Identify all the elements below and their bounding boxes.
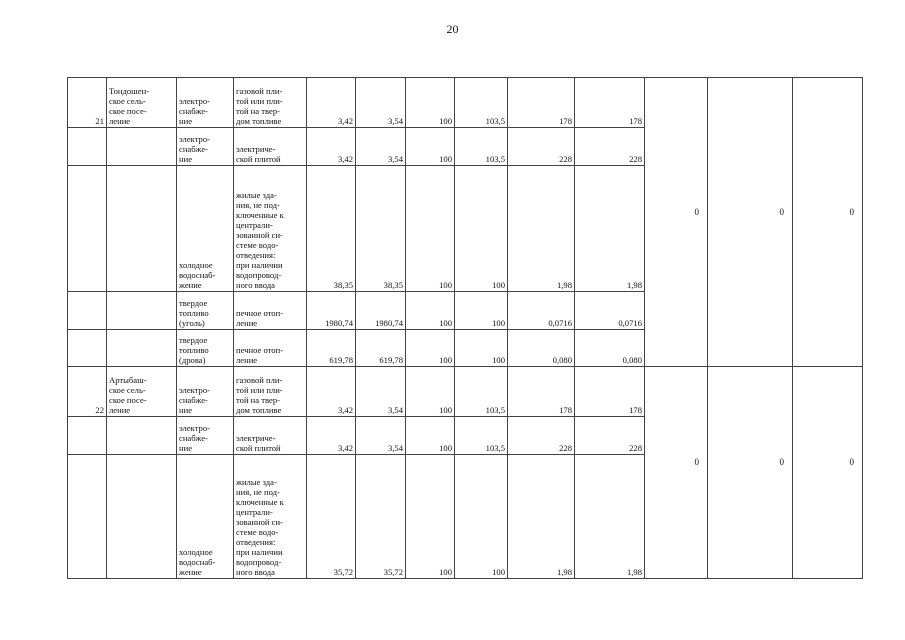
resource-type: холодное водоснаб- жение (177, 166, 234, 292)
value-cell: 100 (406, 417, 455, 455)
resource-type: электро- снабже- ние (177, 417, 234, 455)
page-number: 20 (446, 22, 459, 36)
value-cell: 100 (455, 455, 508, 579)
value-cell: 1980,74 (307, 292, 356, 330)
value-cell: 228 (575, 128, 645, 166)
value-cell: 35,72 (356, 455, 406, 579)
value-cell: 178 (575, 367, 645, 417)
row-index: 22 (68, 367, 107, 417)
value-cell: 1,98 (575, 166, 645, 292)
value-cell: 38,35 (356, 166, 406, 292)
value-cell: 619,78 (307, 330, 356, 367)
usage-condition: жилые зда- ния, не под- ключенные к централи- зованной си- стеме водо- отведения: при наличии водопровод- ного ввода (234, 166, 307, 292)
value-cell: 103,5 (455, 367, 508, 417)
value-cell: 100 (406, 292, 455, 330)
value-cell: 619,78 (356, 330, 406, 367)
value-cell: 1,98 (508, 166, 575, 292)
value-cell: 3,54 (356, 417, 406, 455)
resource-type: твердое топливо (дрова) (177, 330, 234, 367)
value-cell: 100 (406, 166, 455, 292)
usage-condition: печное отоп- ление (234, 292, 307, 330)
row-index: 21 (68, 78, 107, 128)
extra-value-cell: 0 (645, 367, 708, 579)
value-cell: 3,42 (307, 417, 356, 455)
value-cell: 100 (406, 78, 455, 128)
value-cell: 178 (575, 78, 645, 128)
value-cell: 103,5 (455, 417, 508, 455)
resource-type: электро- снабже- ние (177, 128, 234, 166)
value-cell: 1,98 (575, 455, 645, 579)
value-cell: 100 (455, 330, 508, 367)
value-cell: 178 (508, 367, 575, 417)
value-cell: 228 (508, 128, 575, 166)
value-cell: 100 (455, 166, 508, 292)
tariff-table (67, 77, 863, 579)
value-cell: 103,5 (455, 78, 508, 128)
value-cell: 3,42 (307, 128, 356, 166)
value-cell: 38,35 (307, 166, 356, 292)
value-cell: 0,0716 (575, 292, 645, 330)
value-cell: 1980,74 (356, 292, 406, 330)
resource-type: электро- снабже- ние (177, 367, 234, 417)
table-row (68, 78, 863, 128)
extra-value-cell: 0 (793, 78, 863, 367)
value-cell: 228 (508, 417, 575, 455)
usage-condition: газовой пли- той или пли- той на твер- дом топливе (234, 367, 307, 417)
value-cell: 0,080 (508, 330, 575, 367)
value-cell: 3,54 (356, 367, 406, 417)
value-cell: 100 (455, 292, 508, 330)
value-cell: 1,98 (508, 455, 575, 579)
value-cell: 100 (406, 128, 455, 166)
resource-type: холодное водоснаб- жение (177, 455, 234, 579)
settlement-name: Артыбаш- ское сель- ское посе- ление (107, 367, 177, 417)
settlement-name: Тондошен- ское сель- ское посе- ление (107, 78, 177, 128)
usage-condition: печное отоп- ление (234, 330, 307, 367)
extra-value-cell: 0 (645, 78, 708, 367)
value-cell: 100 (406, 367, 455, 417)
resource-type: твердое топливо (уголь) (177, 292, 234, 330)
value-cell: 3,42 (307, 367, 356, 417)
resource-type: электро- снабже- ние (177, 78, 234, 128)
value-cell: 103,5 (455, 128, 508, 166)
table-row (68, 367, 863, 417)
value-cell: 178 (508, 78, 575, 128)
usage-condition: газовой пли- той или пли- той на твер- дом топливе (234, 78, 307, 128)
usage-condition: электриче- ской плитой (234, 417, 307, 455)
usage-condition: электриче- ской плитой (234, 128, 307, 166)
value-cell: 3,54 (356, 78, 406, 128)
value-cell: 100 (406, 455, 455, 579)
value-cell: 0,080 (575, 330, 645, 367)
value-cell: 35,72 (307, 455, 356, 579)
value-cell: 3,54 (356, 128, 406, 166)
usage-condition: жилые зда- ния, не под- ключенные к централи- зованной си- стеме водо- отведения: при наличии водопровод- ного ввода (234, 455, 307, 579)
value-cell: 100 (406, 330, 455, 367)
value-cell: 3,42 (307, 78, 356, 128)
value-cell: 228 (575, 417, 645, 455)
value-cell: 0,0716 (508, 292, 575, 330)
extra-value-cell: 0 (708, 78, 793, 367)
extra-value-cell: 0 (708, 367, 793, 579)
extra-value-cell: 0 (793, 367, 863, 579)
